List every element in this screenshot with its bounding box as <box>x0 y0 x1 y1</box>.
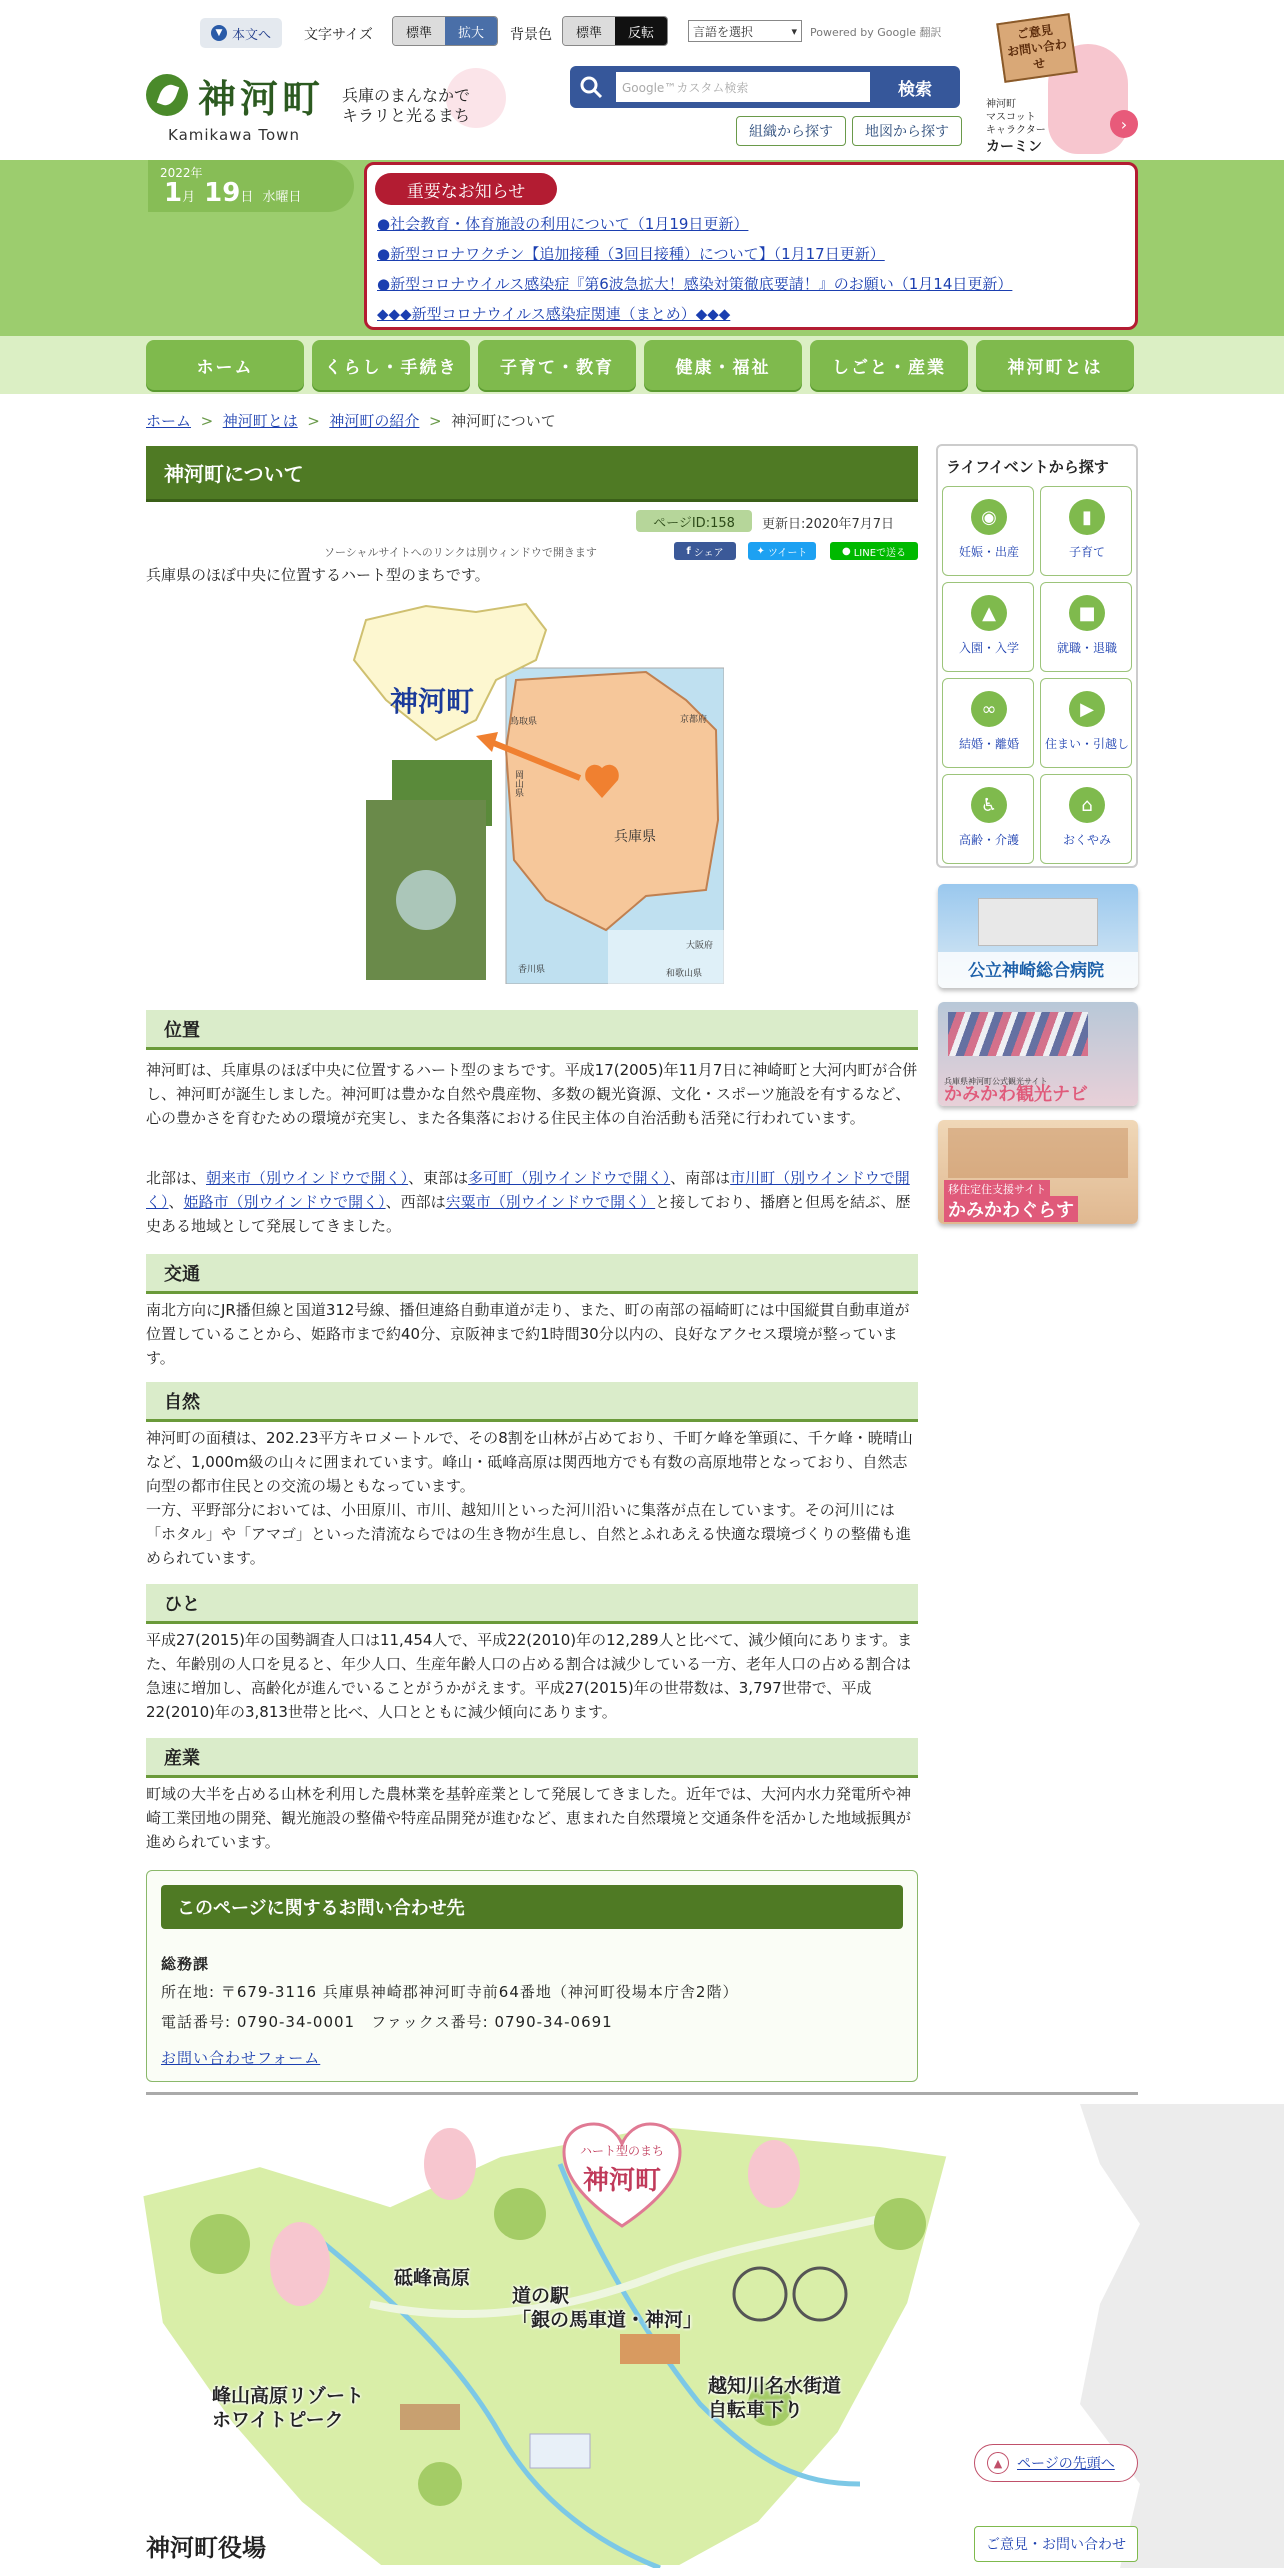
line-share-button[interactable]: ● LINEで送る <box>830 542 918 560</box>
site-logo[interactable] <box>146 68 496 148</box>
town-emblem-icon <box>146 74 188 116</box>
gnav-living[interactable]: くらし・手続き <box>312 340 470 390</box>
page-title: 神河町について <box>146 446 918 502</box>
truck-icon: ▶ <box>1069 691 1105 727</box>
traffic-paragraph: 南北方向にJR播但線と国道312号線、播但連絡自動車道が走り、また、町の南部の福崎町には中国縦貫自動車道が位置していることから、姫路市まで約40分、京阪神まで約1時間30分以内の、良好なアクセス環境が整っています。 <box>146 1301 910 1367</box>
date-year: 2022年 <box>160 166 203 180</box>
font-size-label: 文字サイズ <box>304 27 373 43</box>
people-paragraph: 平成27(2015)年の国勢調査人口は11,454人で、平成22(2010)年の12,289人と比べて、減少傾向にあります。また、年齢別の人口を見ると、年少人口、生産年齢人口の占める割合は減少している一方、老年人口の占める割合は急速に増加し、高齢化が進んでいることがうかがえます。平成27(2015)年の世帯数は、3,797世帯で、平成22(2010)年の3,813世帯と比べ、人口とともに減少傾向にあります。 <box>146 1631 913 1721</box>
font-standard-button[interactable]: 標準 <box>393 17 445 45</box>
page-top-button[interactable]: ▲ ページの先頭へ <box>974 2444 1138 2482</box>
map-label-okayama: 岡山県 <box>513 770 523 797</box>
bg-color-label: 背景色 <box>510 27 552 43</box>
mascot-caption: 神河町 マスコット キャラクター <box>986 99 1046 136</box>
gnav-childcare[interactable]: 子育て・教育 <box>478 340 636 390</box>
font-large-button[interactable]: 拡大 <box>445 17 497 45</box>
link-shiso[interactable]: 宍粟市（別ウインドウで開く） <box>445 1193 656 1211</box>
breadcrumb-about[interactable]: 神河町とは <box>222 412 298 430</box>
tourism-banner[interactable]: 兵庫県神河町公式観光サイト かみかわ観光ナビ <box>938 1002 1138 1106</box>
map-label-osaka: 大阪府 <box>686 941 714 951</box>
heart-badge-title: 神河町 <box>582 2166 661 2196</box>
search-icon <box>576 72 606 102</box>
koinobori-icon <box>948 1012 1088 1056</box>
mascot-contact-link[interactable] <box>986 14 1146 164</box>
contact-phone: 電話番号: 0790-34-0001 ファックス番号: 0790-34-0691 <box>161 2013 613 2031</box>
chevron-down-icon: ▼ <box>211 25 227 41</box>
gnav-about[interactable]: 神河町とは <box>976 340 1134 390</box>
altar-icon: ⌂ <box>1069 787 1105 823</box>
twitter-bird-icon: ✦ <box>756 545 765 557</box>
location-map-image <box>346 600 724 984</box>
map-label-kagawa: 香川県 <box>518 965 546 975</box>
breadcrumb-intro[interactable]: 神河町の紹介 <box>329 412 420 430</box>
font-size-toggle <box>392 16 498 46</box>
bg-standard-button[interactable]: 標準 <box>563 17 615 45</box>
life-event-title: ライフイベントから探す <box>946 458 1109 476</box>
line-icon: ● <box>841 545 851 557</box>
facebook-icon: f <box>686 545 691 557</box>
gnav-home[interactable]: ホーム <box>146 340 304 390</box>
map-label-kyoto: 京都府 <box>680 715 708 725</box>
label-mineyama: 峰山高原リゾート ホワイトピーク <box>212 2385 365 2431</box>
map-search-button[interactable]: 地図から探す <box>852 116 962 146</box>
heart-badge-subtitle: ハート型のまち <box>579 2144 664 2158</box>
life-event-moving[interactable]: ▶ 住まい・引越し <box>1040 678 1132 768</box>
briefcase-icon: ■ <box>1069 595 1105 631</box>
org-search-button[interactable]: 組織から探す <box>736 116 846 146</box>
footer-divider <box>146 2092 1138 2095</box>
label-ochigawa: 越知川名水街道 自転車下り <box>708 2375 842 2421</box>
section-heading-industry: 産業 <box>146 1738 918 1778</box>
nature-paragraph-2: 一方、平野部分においては、小田原川、市川、越知川といった河川沿いに集落が点在しています。その河川には「ホタル」や「アマゴ」といった清流ならではの生き物が生息し、自然とふれあえる快適な環境づくりの整備も進められています。 <box>146 1501 911 1567</box>
section-heading-nature: 自然 <box>146 1382 918 1422</box>
school-icon: ▲ <box>971 595 1007 631</box>
contact-dept: 総務課 <box>161 1955 210 1973</box>
life-event-panel <box>936 444 1138 868</box>
google-translate-credit: Powered by Google 翻訳 <box>810 26 942 39</box>
language-select[interactable]: 言語を選択 ▾ <box>688 20 802 42</box>
gnav-health[interactable]: 健康・福祉 <box>644 340 802 390</box>
contact-heading: このページに関するお問い合わせ先 <box>161 1885 903 1929</box>
baby-icon: ◉ <box>971 499 1007 535</box>
location-paragraph: 神河町は、兵庫県のほぼ中央に位置するハート型のまちです。平成17(2005)年11月7日に神崎町と大河内町が合併し、神河町が誕生しました。神河町は豊かな自然や農産物、多数の観光資源、文化・スポーツ施設を有するなど、心の豊かさを育むための環境が充実し、また各集落における住民主体の自治活動も活発に行われています。 <box>146 1061 918 1127</box>
tagline: 兵庫のまんなかで キラリと光るまち <box>342 86 471 125</box>
hospital-building-icon <box>978 898 1098 946</box>
footer-office-name: 神河町役場 <box>146 2533 266 2562</box>
search-input[interactable]: Google™カスタム検索 <box>616 72 870 102</box>
breadcrumb <box>146 410 556 431</box>
map-label-pref: 兵庫県 <box>614 829 656 845</box>
breadcrumb-current: 神河町について <box>451 412 556 430</box>
baby-bottle-icon: ▮ <box>1069 499 1105 535</box>
site-search <box>570 66 960 108</box>
chevron-right-icon: > <box>302 412 325 430</box>
logo-text: 神河町 <box>198 76 325 121</box>
rings-icon: ∞ <box>971 691 1007 727</box>
date-main: 1月 19日 水曜日 <box>164 178 302 208</box>
logo-english: Kamikawa Town <box>168 126 300 144</box>
notice-link[interactable]: ●新型コロナワクチン【追加接種（3回目接種）について】（1月17日更新） <box>377 245 885 263</box>
social-note: ソーシャルサイトへのリンクは別ウィンドウで開きます <box>324 546 597 559</box>
intro-text: 兵庫県のほぼ中央に位置するハート型のまちです。 <box>146 566 490 584</box>
life-event-condolence[interactable]: ⌂ おくやみ <box>1040 774 1132 864</box>
people-photo-icon <box>948 1128 1128 1178</box>
nature-paragraph: 神河町の面積は、202.23平方キロメートルで、その8割を山林が占めており、千町ケ峰を筆頭に、千ケ峰・暁晴山など、1,000m級の山々に囲まれています。峰山・砥峰高原は関西地方でも有数の高原地帯となっており、自然志向型の都市住民との交流の場ともなっています。 <box>146 1429 913 1495</box>
chevron-right-icon: > <box>195 412 218 430</box>
link-taka[interactable]: 多可町（別ウインドウで開く） <box>468 1169 671 1187</box>
mascot-sign: ご意見 お問い合わせ <box>996 13 1078 83</box>
tourism-banner-label: かみかわ観光ナビ <box>944 1084 1088 1105</box>
facebook-share-button[interactable]: f シェア <box>674 542 736 560</box>
life-event-pregnancy[interactable]: ◉ 妊娠・出産 <box>942 486 1034 576</box>
link-asago[interactable]: 朝来市（別ウインドウで開く） <box>206 1169 409 1187</box>
page-id-badge: ページID:158 <box>636 510 752 532</box>
section-heading-location: 位置 <box>146 1010 918 1050</box>
map-label-wakayama: 和歌山県 <box>666 969 703 979</box>
breadcrumb-home[interactable]: ホーム <box>146 412 192 430</box>
twitter-share-button[interactable]: ✦ ツイート <box>748 542 816 560</box>
important-notice <box>364 162 1138 330</box>
mascot-name: カーミン <box>986 139 1042 155</box>
town-illustration-map <box>140 2104 1284 2568</box>
life-event-elderly[interactable]: ♿ 高齢・介護 <box>942 774 1034 864</box>
location-neighbors-paragraph: 北部は、朝来市（別ウインドウで開く）、東部は多可町（別ウインドウで開く）、南部は市川町（別ウインドウで開く）、姫路市（別ウインドウで開く）、西部は宍粟市（別ウインドウで開く）と接しており、播磨と但馬を結ぶ、歴史ある地域として発展してきました。 <box>146 1169 911 1235</box>
hospital-banner-label: 公立神崎総合病院 <box>968 961 1104 981</box>
life-event-marriage[interactable]: ∞ 結婚・離婚 <box>942 678 1034 768</box>
notice-link[interactable]: ●新型コロナウイルス感染症『第6波急拡大！感染対策徹底要請！』のお願い（1月14日更新） <box>377 275 1013 293</box>
life-event-childcare[interactable]: ▮ 子育て <box>1040 486 1132 576</box>
link-himeji[interactable]: 姫路市（別ウインドウで開く） <box>183 1193 386 1211</box>
section-heading-people: ひと <box>146 1584 918 1624</box>
industry-paragraph: 町域の大半を占める山林を利用した農林業を基幹産業として発展してきました。近年では、大河内水力発電所や神崎工業団地の開発、観光施設の整備や特産品開発が進むなど、恵まれた自然環境と交通条件を活かした地域振興が進められています。 <box>146 1785 912 1851</box>
map-label-tottori: 鳥取県 <box>510 717 538 727</box>
skip-to-content-link[interactable]: ▼ 本文へ <box>200 18 282 48</box>
hospital-banner[interactable] <box>938 884 1138 988</box>
section-heading-traffic: 交通 <box>146 1254 918 1294</box>
bg-color-toggle <box>562 16 668 46</box>
relocation-banner[interactable]: 移住定住支援サイト かみかわぐらす <box>938 1120 1138 1224</box>
gnav-work[interactable]: しごと・産業 <box>810 340 968 390</box>
notice-link[interactable]: ●社会教育・体育施設の利用について（1月19日更新） <box>377 215 749 233</box>
notice-link[interactable]: ◆◆◆新型コロナウイルス感染症関連（まとめ）◆◆◆ <box>377 305 731 323</box>
contact-form-link[interactable]: お問い合わせフォーム <box>161 2049 321 2067</box>
link-ichikawa[interactable]: 市川町（別ウインドウで開く） <box>146 1169 910 1211</box>
label-michinoeki: 道の駅 「銀の馬車道・神河」 <box>512 2285 703 2331</box>
chevron-right-icon: > <box>424 412 447 430</box>
contact-address: 所在地: 〒679-3116 兵庫県神崎郡神河町寺前64番地（神河町役場本庁舎2階） <box>161 1983 739 2001</box>
updated-date: 更新日:2020年7月7日 <box>762 517 895 532</box>
footer-opinion-button[interactable]: ご意見・お問い合わせ <box>974 2526 1138 2562</box>
life-event-job[interactable]: ■ 就職・退職 <box>1040 582 1132 672</box>
notice-title: 重要なお知らせ <box>375 173 557 205</box>
contact-box <box>146 1870 918 2082</box>
bg-invert-button[interactable]: 反転 <box>615 17 667 45</box>
search-button[interactable]: 検索 <box>898 79 932 100</box>
wheelchair-icon: ♿ <box>971 787 1007 823</box>
life-event-school[interactable]: ▲ 入園・入学 <box>942 582 1034 672</box>
map-label-town: 神河町 <box>390 685 475 718</box>
relocation-banner-label: かみかわぐらす <box>944 1196 1078 1222</box>
label-tonomine: 砥峰高原 <box>394 2267 471 2289</box>
chevron-right-icon[interactable]: › <box>1110 110 1138 138</box>
chevron-up-icon: ▲ <box>987 2452 1009 2474</box>
